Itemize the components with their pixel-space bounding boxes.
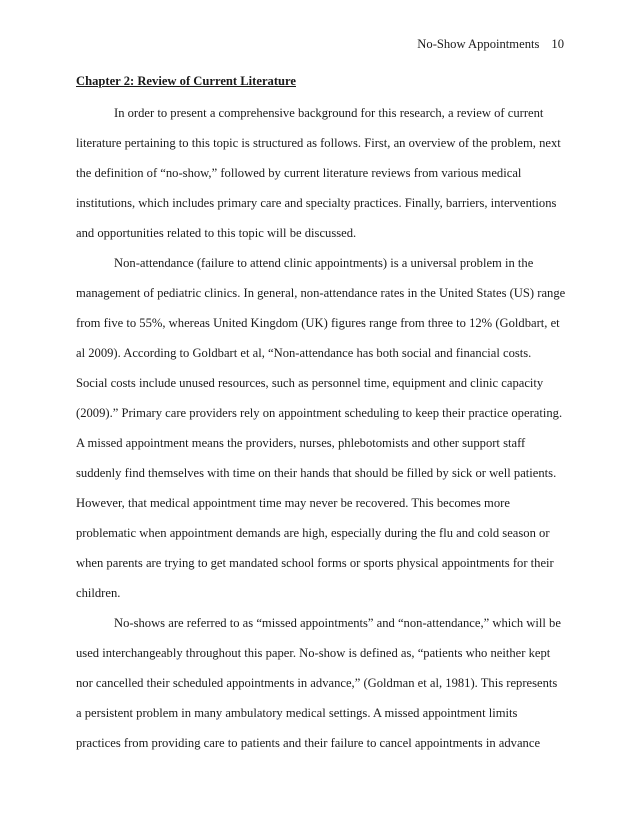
paragraph-line: nor cancelled their scheduled appointments in advance,” (Goldman et al, 1981). This represents [76,676,558,690]
paragraph-line: children. [76,586,121,600]
paragraph-line: suddenly find themselves with time on their hands that should be filled by sick or well patients. [76,466,557,480]
paragraph-line: (2009).” Primary care providers rely on appointment scheduling to keep their practice operating. [76,406,563,420]
paragraph-line: management of pediatric clinics. In general, non-attendance rates in the United States (US) range [76,286,566,300]
paragraph-line: In order to present a comprehensive background for this research, a review of current [114,106,544,120]
paragraph-line: problematic when appointment demands are high, especially during the flu and cold season or [76,526,550,540]
body-text [76,98,566,758]
paragraph-line: when parents are trying to get mandated school forms or sports physical appointments for their [76,556,554,570]
running-title: No-Show Appointments [417,37,540,51]
running-head [417,36,564,52]
paragraph-line: a persistent problem in many ambulatory medical settings. A missed appointment limits [76,706,518,720]
paragraph-line: A missed appointment means the providers, nurses, phlebotomists and other support staff [76,436,526,450]
paragraph-line: and opportunities related to this topic will be discussed. [76,226,357,240]
paragraph-line: However, that medical appointment time may never be recovered. This becomes more [76,496,510,510]
paragraph-line: practices from providing care to patients and their failure to cancel appointments in advance [76,736,541,750]
paragraph-line: al 2009). According to Goldbart et al, “Non-attendance has both social and financial costs. [76,346,532,360]
chapter-heading: Chapter 2: Review of Current Literature [76,74,296,88]
paragraph-line: Social costs include unused resources, such as personnel time, equipment and clinic capacity [76,376,544,390]
paragraph-line: literature pertaining to this topic is structured as follows. First, an overview of the problem, next [76,136,561,150]
paragraph-line: institutions, which includes primary care and specialty practices. Finally, barriers, interventions [76,196,557,210]
paragraph-line: No-shows are referred to as “missed appointments” and “non-attendance,” which will be [114,616,561,630]
paragraph-line: the definition of “no-show,” followed by current literature reviews from various medical [76,166,522,180]
paragraph-line: used interchangeably throughout this paper. No-show is defined as, “patients who neither kept [76,646,551,660]
page-number: 10 [551,37,564,51]
paragraph-line: from five to 55%, whereas United Kingdom (UK) figures range from three to 12% (Goldbart, et [76,316,560,330]
paragraph-line: Non-attendance (failure to attend clinic appointments) is a universal problem in the [114,256,534,270]
